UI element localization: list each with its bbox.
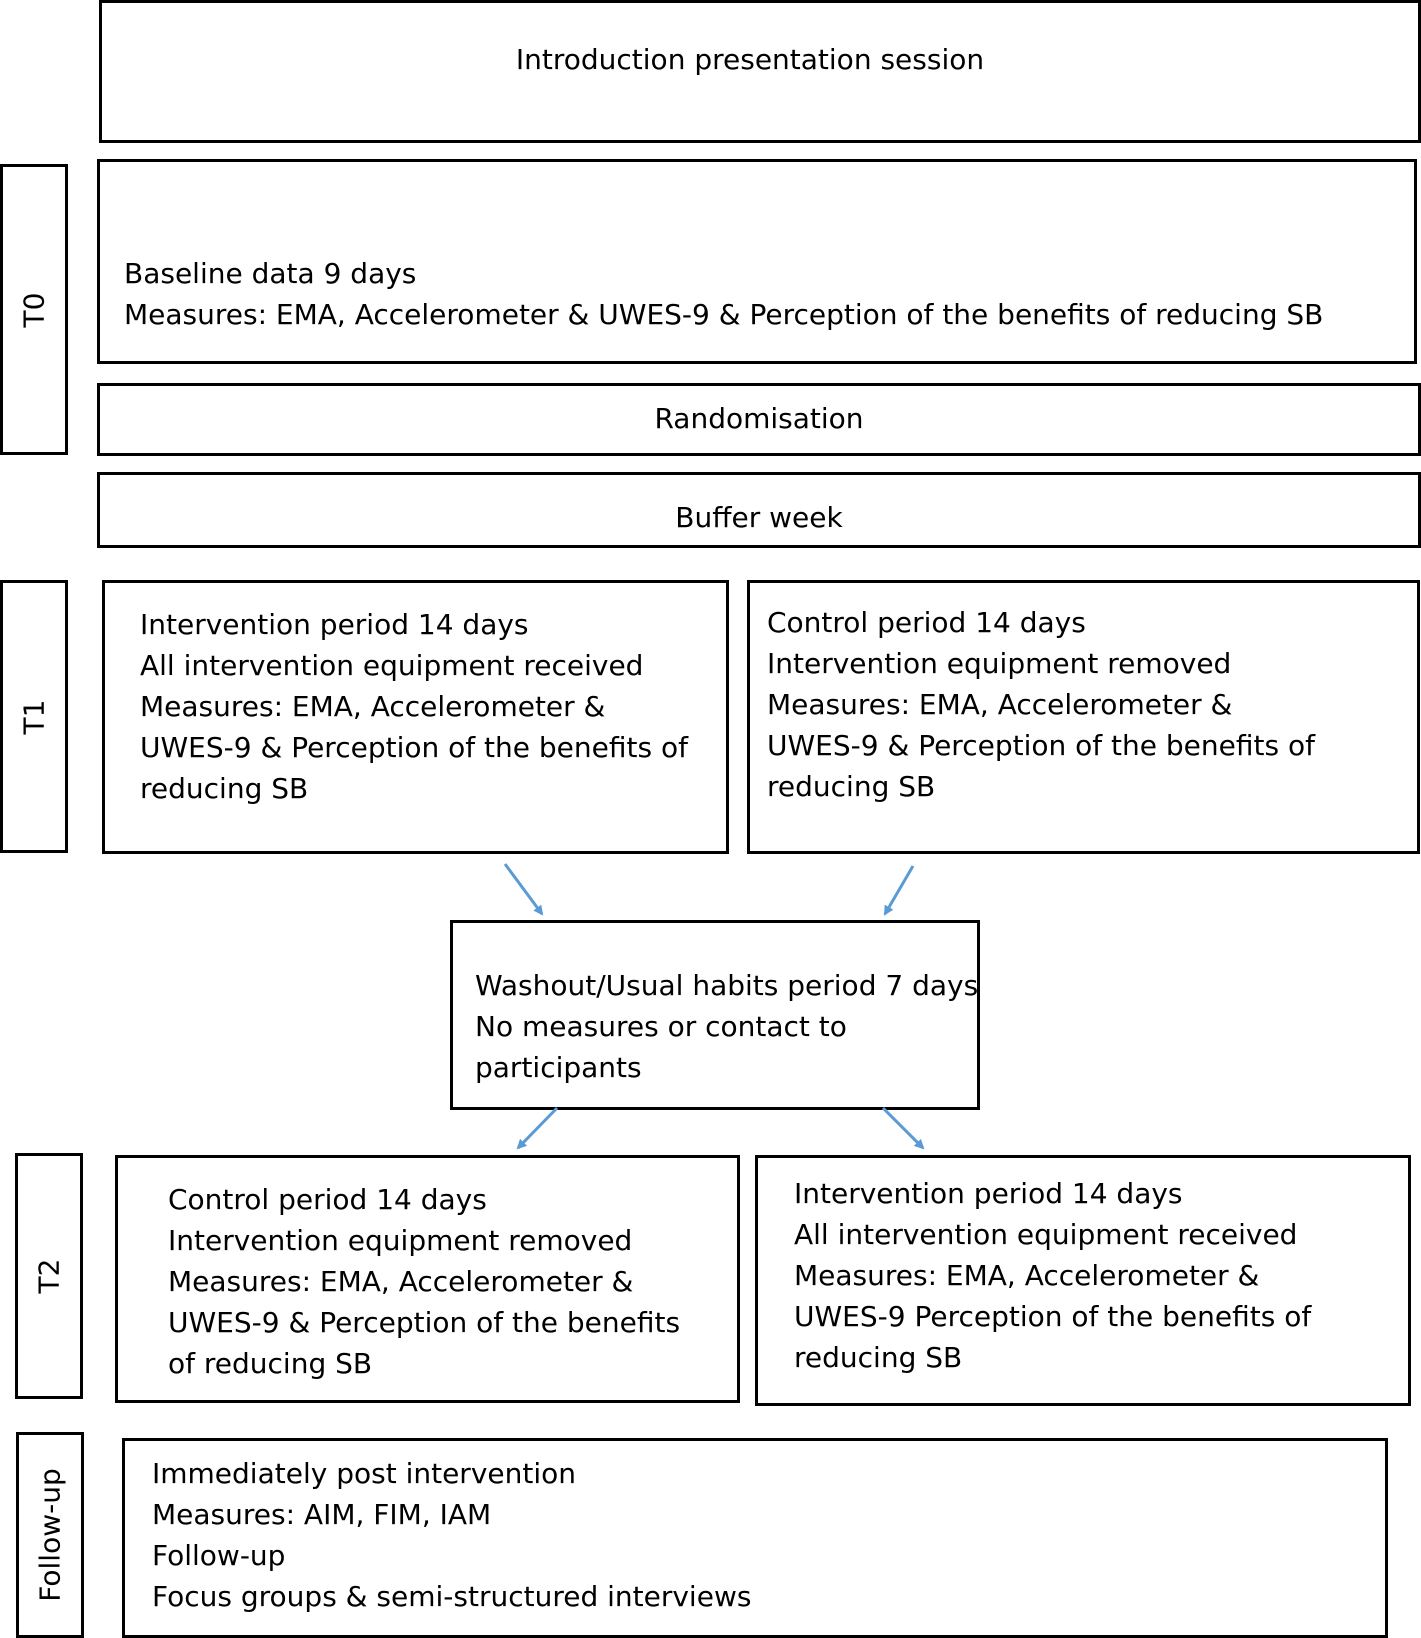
washout-line: No measures or contact to bbox=[475, 1010, 847, 1043]
phase-label-t0-text: T0 bbox=[17, 292, 51, 327]
t1-intervention-line: reducing SB bbox=[140, 772, 309, 805]
t1-control-line: Control period 14 days bbox=[767, 606, 1086, 639]
t2-control-line: of reducing SB bbox=[168, 1347, 373, 1380]
followup-line: Follow-up bbox=[152, 1539, 286, 1572]
t2-control-line: Control period 14 days bbox=[168, 1183, 487, 1216]
t1-control-line: Measures: EMA, Accelerometer & bbox=[767, 688, 1233, 721]
t1-control-line: Intervention equipment removed bbox=[767, 647, 1232, 680]
phase-label-followup-text: Follow-up bbox=[33, 1468, 67, 1602]
washout-line: participants bbox=[475, 1051, 642, 1084]
t2-intervention-line: All intervention equipment received bbox=[794, 1218, 1298, 1251]
t2-intervention-line: UWES-9 Perception of the benefits of bbox=[794, 1300, 1312, 1333]
t1-intervention-line: All intervention equipment received bbox=[140, 649, 644, 682]
arrow-t1-right-to-washout bbox=[885, 866, 913, 914]
followup-line: Measures: AIM, FIM, IAM bbox=[152, 1498, 492, 1531]
baseline-line1: Baseline data 9 days bbox=[124, 257, 417, 290]
t2-intervention-line: Measures: EMA, Accelerometer & bbox=[794, 1259, 1260, 1292]
t1-intervention-line: UWES-9 & Perception of the benefits of bbox=[140, 731, 688, 764]
followup-line: Focus groups & semi-structured interviews bbox=[152, 1580, 752, 1613]
t1-intervention-line: Measures: EMA, Accelerometer & bbox=[140, 690, 606, 723]
phase-label-t1-text: T1 bbox=[17, 699, 51, 734]
t1-control-line: reducing SB bbox=[767, 770, 936, 803]
phase-label-t2-text: T2 bbox=[32, 1258, 66, 1294]
arrow-t1-left-to-washout bbox=[505, 864, 542, 914]
t2-control-line: Intervention equipment removed bbox=[168, 1224, 633, 1257]
intro-text: Introduction presentation session bbox=[515, 43, 985, 76]
t2-intervention-line: reducing SB bbox=[794, 1341, 963, 1374]
washout-line: Washout/Usual habits period 7 days bbox=[475, 969, 979, 1002]
randomisation-text: Randomisation bbox=[654, 402, 864, 435]
arrow-washout-to-t2-right bbox=[883, 1108, 923, 1148]
arrow-washout-to-t2-left bbox=[518, 1108, 557, 1148]
t2-control-line: Measures: EMA, Accelerometer & bbox=[168, 1265, 634, 1298]
t2-intervention-line: Intervention period 14 days bbox=[794, 1177, 1183, 1210]
followup-line: Immediately post intervention bbox=[152, 1457, 576, 1490]
t2-control-line: UWES-9 & Perception of the benefits bbox=[168, 1306, 681, 1339]
t1-intervention-line: Intervention period 14 days bbox=[140, 608, 529, 641]
baseline-line2: Measures: EMA, Accelerometer & UWES-9 & Perception of the benefits of reducing SB bbox=[124, 298, 1324, 331]
t1-control-line: UWES-9 & Perception of the benefits of bbox=[767, 729, 1315, 762]
buffer-week-text: Buffer week bbox=[675, 501, 843, 534]
